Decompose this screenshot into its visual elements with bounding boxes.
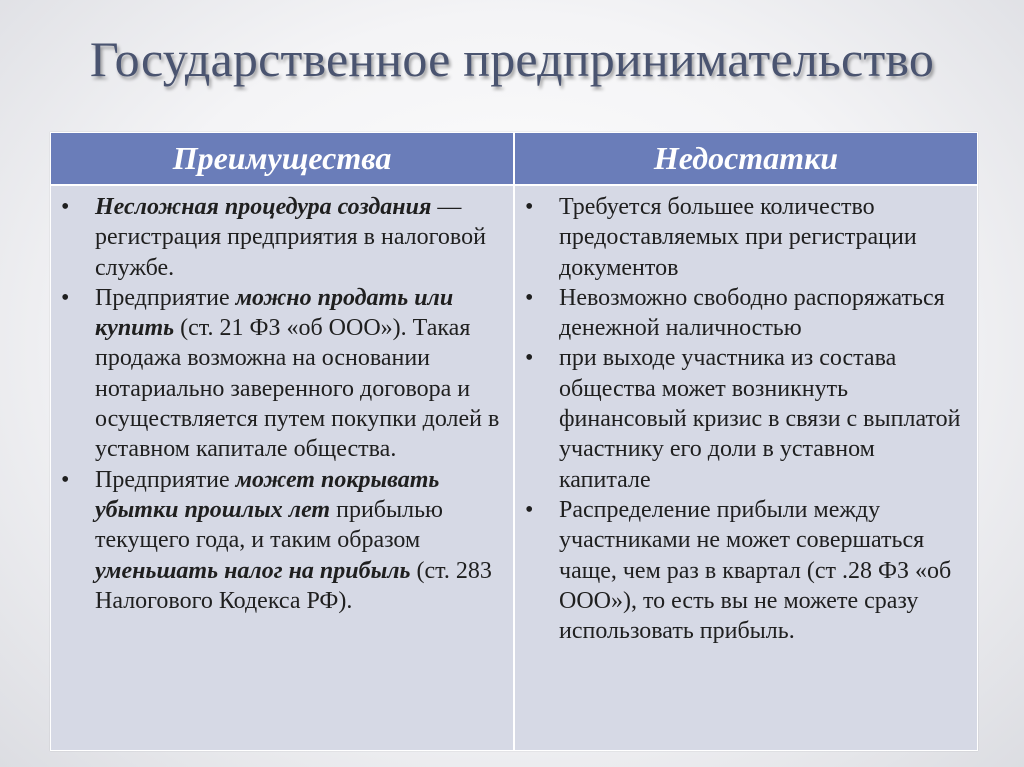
advantage-3-text-a: Предприятие [95,466,236,493]
header-advantages: Преимущества [172,140,392,176]
advantage-2-text-a: Предприятие [95,284,236,311]
bullet-icon: • [61,284,70,311]
bullet-icon: • [525,284,534,311]
bullet-icon: • [525,496,534,523]
advantage-3-emphasis-a: может покрывать убытки прошлых лет [95,466,440,523]
bullet-icon: • [525,194,534,220]
disadvantage-2-text: Невозможно свободно распоряжаться денежной наличностью [559,284,945,342]
page-title: Государственное предпринимательство [89,31,935,87]
disadvantage-3-text: при выходе участника из состава общества может возникнуть финансовый кризис в связи с выплатой участнику его доли в уставном капитале [559,345,961,493]
bullet-icon: • [525,345,534,372]
comparison-table [50,132,978,751]
disadvantage-item-2 [525,283,969,344]
disadvantage-1-text: Требуется большее количество предоставляемых при регистрации документов [559,194,917,281]
disadvantage-item-4 [525,495,969,646]
advantage-2-emphasis: можно продать или купить [95,284,454,342]
advantage-3-text-c: (ст. 283 Налогового Кодекса РФ). [95,557,492,614]
advantage-item-1 [61,192,507,283]
advantage-3-text-b: прибылью текущего года, и таким образом [95,496,443,554]
advantage-1-emphasis: Несложная процедура создания [95,194,432,220]
advantage-2-text-b: (ст. 21 ФЗ «об ООО»). Такая продажа возможна на основании нотариально заверенного договора и осуществляется путем покупки долей в уставном капитале общества. [95,315,500,463]
advantages-column [61,192,507,616]
advantage-1-text: — регистрация предприятия в налоговой службе. [95,194,486,281]
header-disadvantages: Недостатки [653,140,839,176]
disadvantages-column [525,192,969,646]
advantage-item-3 [61,465,507,616]
disadvantage-item-1 [525,192,969,283]
disadvantage-item-3 [525,343,969,494]
column-divider [513,133,515,750]
disadvantage-4-text: Распределение прибыли между участниками не может совершаться чаще, чем раз в квартал (ст .28 ФЗ «об ООО»), то есть вы не можете сразу использовать прибыль. [559,496,952,645]
advantage-item-2 [61,283,507,465]
bullet-icon: • [61,194,70,220]
bullet-icon: • [61,466,70,493]
advantage-3-emphasis-b: уменьшать налог на прибыль [95,557,411,584]
